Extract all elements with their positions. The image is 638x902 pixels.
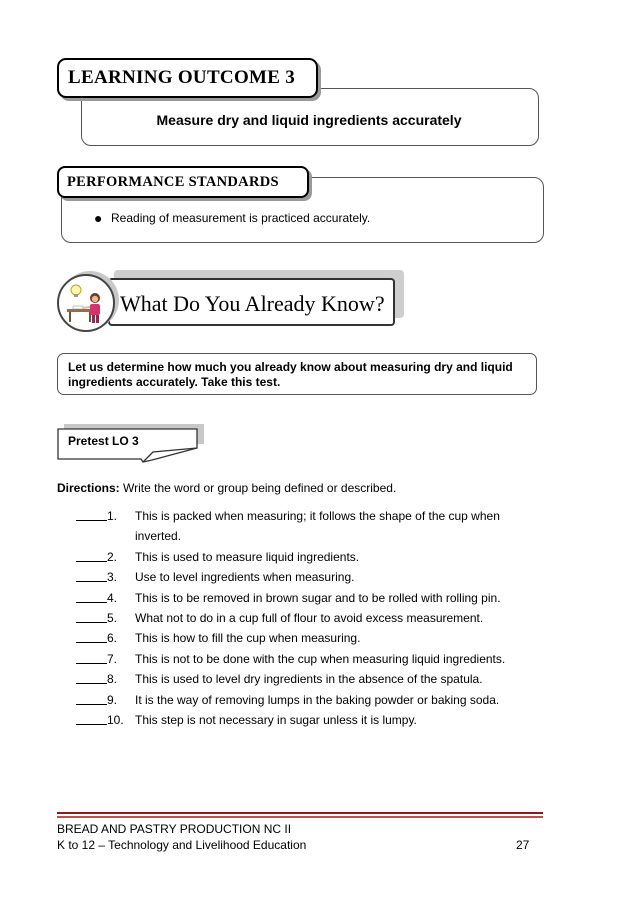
answer-blank[interactable] xyxy=(76,628,107,643)
continuation-indent xyxy=(76,526,107,546)
footer-program: BREAD AND PASTRY PRODUCTION NC II xyxy=(57,822,292,836)
question-number xyxy=(107,526,135,546)
intro-line-2: ingredients accurately. Take this test. xyxy=(68,375,281,389)
page-number: 27 xyxy=(516,838,530,852)
question-item xyxy=(76,628,546,648)
directions-label: Directions: xyxy=(57,481,120,495)
question-number: 1. xyxy=(107,509,118,523)
question-text: This is not to be done with the cup when measuring liquid ingredients. xyxy=(135,651,506,666)
answer-blank[interactable] xyxy=(76,710,107,725)
intro-line-1: Let us determine how much you already know about measuring dry and liquid xyxy=(68,360,513,374)
answer-blank[interactable] xyxy=(76,547,107,562)
bullet-icon: ● xyxy=(94,210,103,226)
question-text: This step is not necessary in sugar unless it is lumpy. xyxy=(135,713,417,728)
student-thinking-icon xyxy=(57,274,115,332)
question-number: 3. xyxy=(107,570,118,585)
question-number: 7. xyxy=(107,651,118,666)
question-text: This is how to fill the cup when measuring. xyxy=(135,631,361,646)
question-text: This is used to measure liquid ingredients. xyxy=(135,549,360,564)
question-number: 5. xyxy=(107,611,118,626)
question-number: 4. xyxy=(107,590,118,605)
answer-blank[interactable] xyxy=(76,506,107,521)
intro-box xyxy=(57,353,537,395)
question-text: Use to level ingredients when measuring. xyxy=(135,570,355,585)
question-text: This is packed when measuring; it follows the shape of the cup when xyxy=(135,509,500,523)
answer-blank[interactable] xyxy=(76,608,107,623)
question-number: 9. xyxy=(107,692,118,707)
question-number: 6. xyxy=(107,631,118,646)
question-list xyxy=(76,506,546,730)
question-number: 10. xyxy=(107,713,124,728)
what-do-you-know-heading: What Do You Already Know? xyxy=(108,278,395,326)
question-item-continuation xyxy=(76,526,546,546)
directions xyxy=(57,481,396,495)
question-item xyxy=(76,649,546,669)
footer-rule-secondary xyxy=(57,816,543,818)
footer-rule xyxy=(57,812,543,814)
answer-blank[interactable] xyxy=(76,690,107,705)
answer-blank[interactable] xyxy=(76,567,107,582)
answer-blank[interactable] xyxy=(76,649,107,664)
question-item xyxy=(76,547,546,567)
answer-blank[interactable] xyxy=(76,669,107,684)
question-number: 8. xyxy=(107,672,118,687)
learning-outcome-subtitle: Measure dry and liquid ingredients accurately xyxy=(156,112,462,128)
question-item xyxy=(76,608,546,628)
directions-text: Write the word or group being defined or described. xyxy=(119,481,397,495)
question-item xyxy=(76,710,546,730)
performance-standard-item: Reading of measurement is practiced accurately. xyxy=(111,211,371,225)
footer-subject: K to 12 – Technology and Livelihood Education xyxy=(57,838,307,852)
learning-outcome-label: LEARNING OUTCOME 3 xyxy=(57,58,318,98)
question-item xyxy=(76,669,546,689)
question-text: It is the way of removing lumps in the baking powder or baking soda. xyxy=(135,692,500,707)
question-text: This is to be removed in brown sugar and to be rolled with rolling pin. xyxy=(135,590,501,605)
answer-blank[interactable] xyxy=(76,588,107,603)
question-text: inverted. xyxy=(135,529,182,544)
question-text: What not to do in a cup full of flour to avoid excess measurement. xyxy=(135,611,484,626)
question-item xyxy=(76,588,546,608)
pretest-label: Pretest LO 3 xyxy=(68,434,139,448)
question-item xyxy=(76,567,546,587)
question-number: 2. xyxy=(107,549,118,564)
question-item xyxy=(76,690,546,710)
question-item xyxy=(76,506,546,526)
question-text: This is used to level dry ingredients in the absence of the spatula. xyxy=(135,672,483,687)
performance-standards-label: PERFORMANCE STANDARDS xyxy=(57,166,309,198)
